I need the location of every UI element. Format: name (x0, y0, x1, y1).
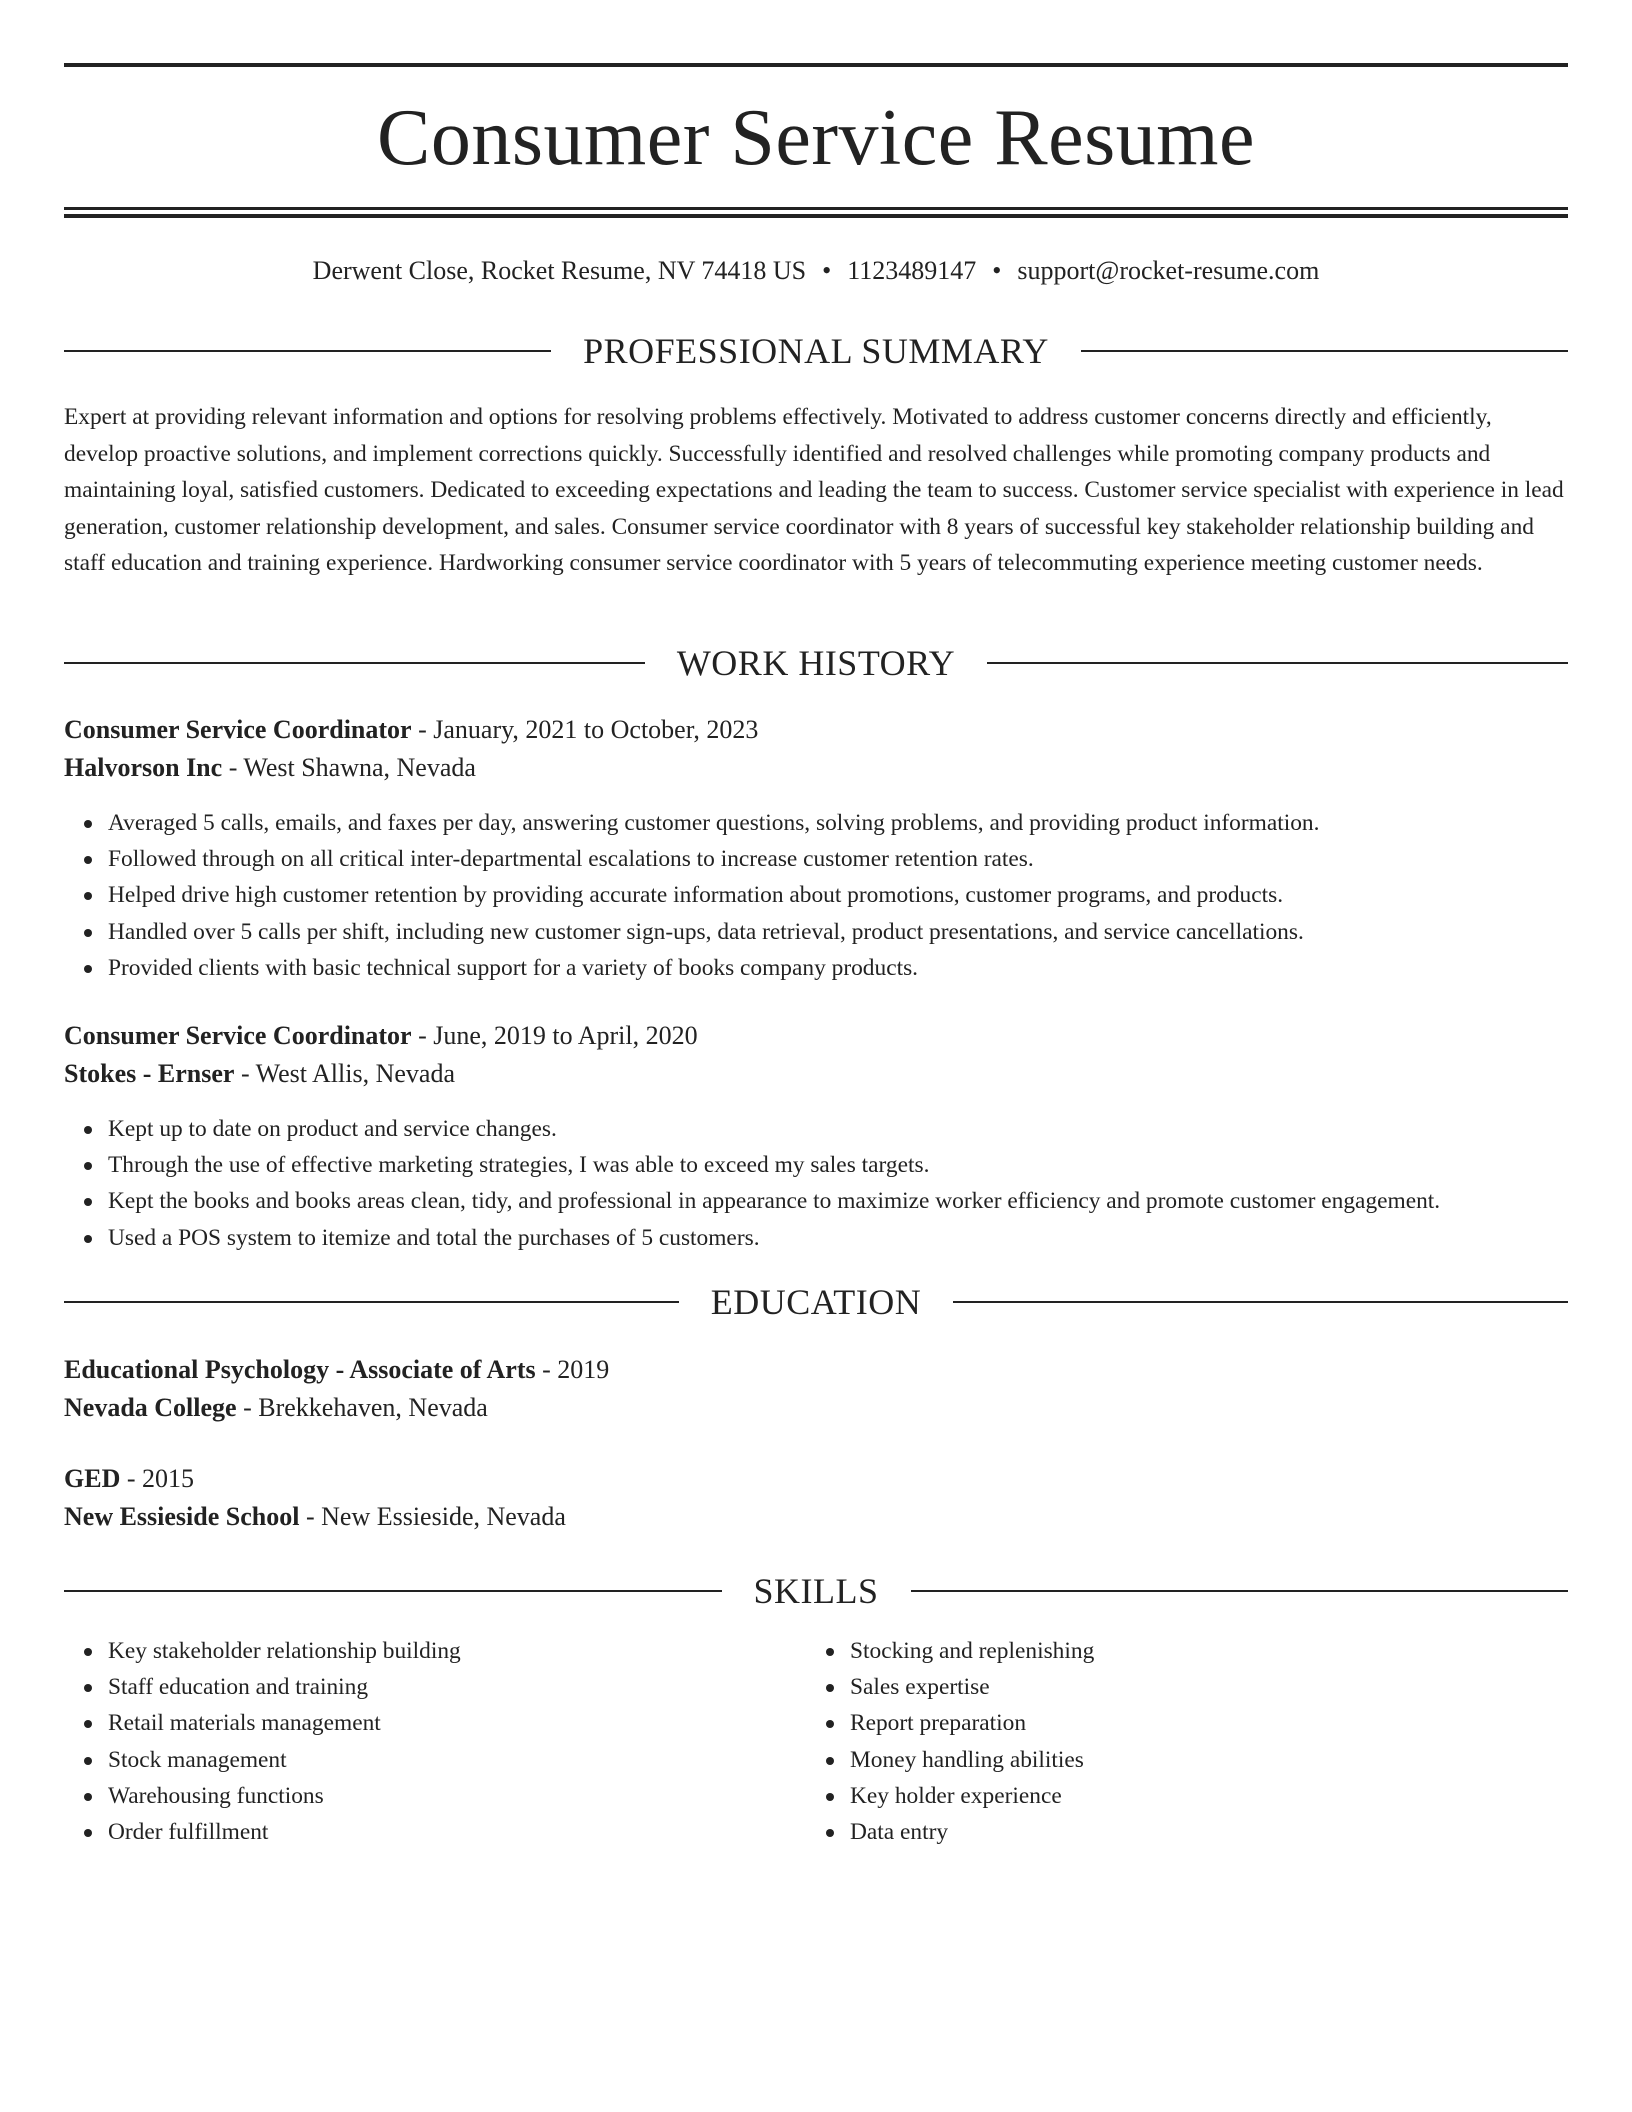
job-bullet: Averaged 5 calls, emails, and faxes per day, answering customer questions, solving problems, and providing product information. (108, 805, 1612, 841)
education-school-line (64, 1389, 1568, 1427)
heading-rule (64, 1301, 679, 1303)
contact-separator: • (822, 256, 832, 285)
skill-item: Stocking and replenishing (850, 1633, 1550, 1669)
education-school: New Essieside School (64, 1502, 300, 1531)
skill-item: Money handling abilities (850, 1742, 1550, 1778)
job-bullets (64, 1111, 1612, 1256)
heading-rule (64, 350, 551, 352)
heading-rule (64, 1590, 722, 1592)
education-location: - New Essieside, Nevada (299, 1502, 566, 1531)
job-location: - West Shawna, Nevada (222, 753, 476, 782)
skills-list-right (806, 1633, 1550, 1850)
contact-separator: • (992, 256, 1002, 285)
job-bullet: Handled over 5 calls per shift, including new customer sign-ups, data retrieval, product presentations, and service cancellations. (108, 914, 1612, 950)
job-company-line (64, 749, 1568, 787)
section-heading-skills (64, 1569, 1568, 1613)
job-bullet: Followed through on all critical inter-departmental escalations to increase customer retention rates. (108, 841, 1612, 877)
skill-item: Warehousing functions (108, 1778, 808, 1814)
job-bullet: Helped drive high customer retention by providing accurate information about promotions, customer programs, and products. (108, 877, 1612, 913)
summary-text: Expert at providing relevant information and options for resolving problems effectively. Motivated to address customer concerns directly and efficiently, develop proactive solutions, and implement corrections quickly. Successfully identified and resolved challenges while promoting company products and maintaining loyal, satisfied customers. Dedicated to exceeding expectations and leading the team to success. Customer service specialist with experience in lead generation, customer relationship development, and sales. Consumer service coordinator with 8 years of successful key stakeholder relationship building and staff education and training experience. Hardworking consumer service coordinator with 5 years of telecommuting experience meeting customer needs. (64, 404, 1564, 577)
job-bullet: Provided clients with basic technical support for a variety of books company products. (108, 950, 1612, 986)
section-title: WORK HISTORY (676, 643, 956, 683)
skill-item: Data entry (850, 1814, 1550, 1850)
heading-rule (987, 662, 1568, 664)
heading-rule (953, 1301, 1568, 1303)
contact-email: support@rocket-resume.com (1017, 256, 1320, 285)
skill-item: Stock management (108, 1742, 808, 1778)
section-heading-work (64, 641, 1568, 685)
job-bullet: Kept the books and books areas clean, tidy, and professional in appearance to maximize worker efficiency and promote customer engagement. (108, 1183, 1612, 1219)
job-bullet: Through the use of effective marketing strategies, I was able to exceed my sales targets. (108, 1147, 1612, 1183)
heading-rule (911, 1590, 1569, 1592)
skill-item: Retail materials management (108, 1705, 808, 1741)
job-dates: - June, 2019 to April, 2020 (411, 1021, 698, 1050)
skill-item: Sales expertise (850, 1669, 1550, 1705)
education-degree-line (64, 1351, 1568, 1389)
section-title: EDUCATION (710, 1282, 922, 1322)
heading-rule (1081, 350, 1568, 352)
job-location: - West Allis, Nevada (234, 1059, 455, 1088)
education-school: Nevada College (64, 1393, 237, 1422)
section-title: PROFESSIONAL SUMMARY (583, 331, 1049, 371)
job-title-line (64, 1017, 1568, 1055)
resume-title: Consumer Service Resume (377, 94, 1255, 182)
heading-rule (64, 662, 645, 664)
section-heading-education (64, 1280, 1568, 1324)
job-bullet: Kept up to date on product and service changes. (108, 1111, 1612, 1147)
skill-item: Report preparation (850, 1705, 1550, 1741)
job-dates: - January, 2021 to October, 2023 (411, 715, 759, 744)
contact-address: Derwent Close, Rocket Resume, NV 74418 US (312, 256, 807, 285)
education-degree: Educational Psychology - Associate of Arts (64, 1355, 536, 1384)
section-title: SKILLS (753, 1571, 879, 1611)
education-year: - 2019 (535, 1355, 610, 1384)
job-bullets (64, 805, 1612, 986)
job-title: Consumer Service Coordinator (64, 1021, 412, 1050)
education-degree-line (64, 1460, 1568, 1498)
contact-line (64, 253, 1568, 289)
contact-phone: 1123489147 (847, 256, 977, 285)
double-rule-upper (64, 207, 1568, 210)
job-title-line (64, 711, 1568, 749)
education-year: - 2015 (120, 1464, 195, 1493)
job-company: Stokes - Ernser (64, 1059, 235, 1088)
job-bullet: Used a POS system to itemize and total the purchases of 5 customers. (108, 1220, 1612, 1256)
education-degree: GED (64, 1464, 121, 1493)
section-heading-summary (64, 329, 1568, 373)
job-title: Consumer Service Coordinator (64, 715, 412, 744)
skill-item: Key stakeholder relationship building (108, 1633, 808, 1669)
double-rule-lower (64, 214, 1568, 218)
skills-list-left (64, 1633, 808, 1850)
job-company: Halvorson Inc (64, 753, 223, 782)
top-rule (64, 63, 1568, 67)
education-school-line (64, 1498, 1568, 1536)
skill-item: Staff education and training (108, 1669, 808, 1705)
job-company-line (64, 1055, 1568, 1093)
skill-item: Key holder experience (850, 1778, 1550, 1814)
skill-item: Order fulfillment (108, 1814, 808, 1850)
education-location: - Brekkehaven, Nevada (236, 1393, 488, 1422)
